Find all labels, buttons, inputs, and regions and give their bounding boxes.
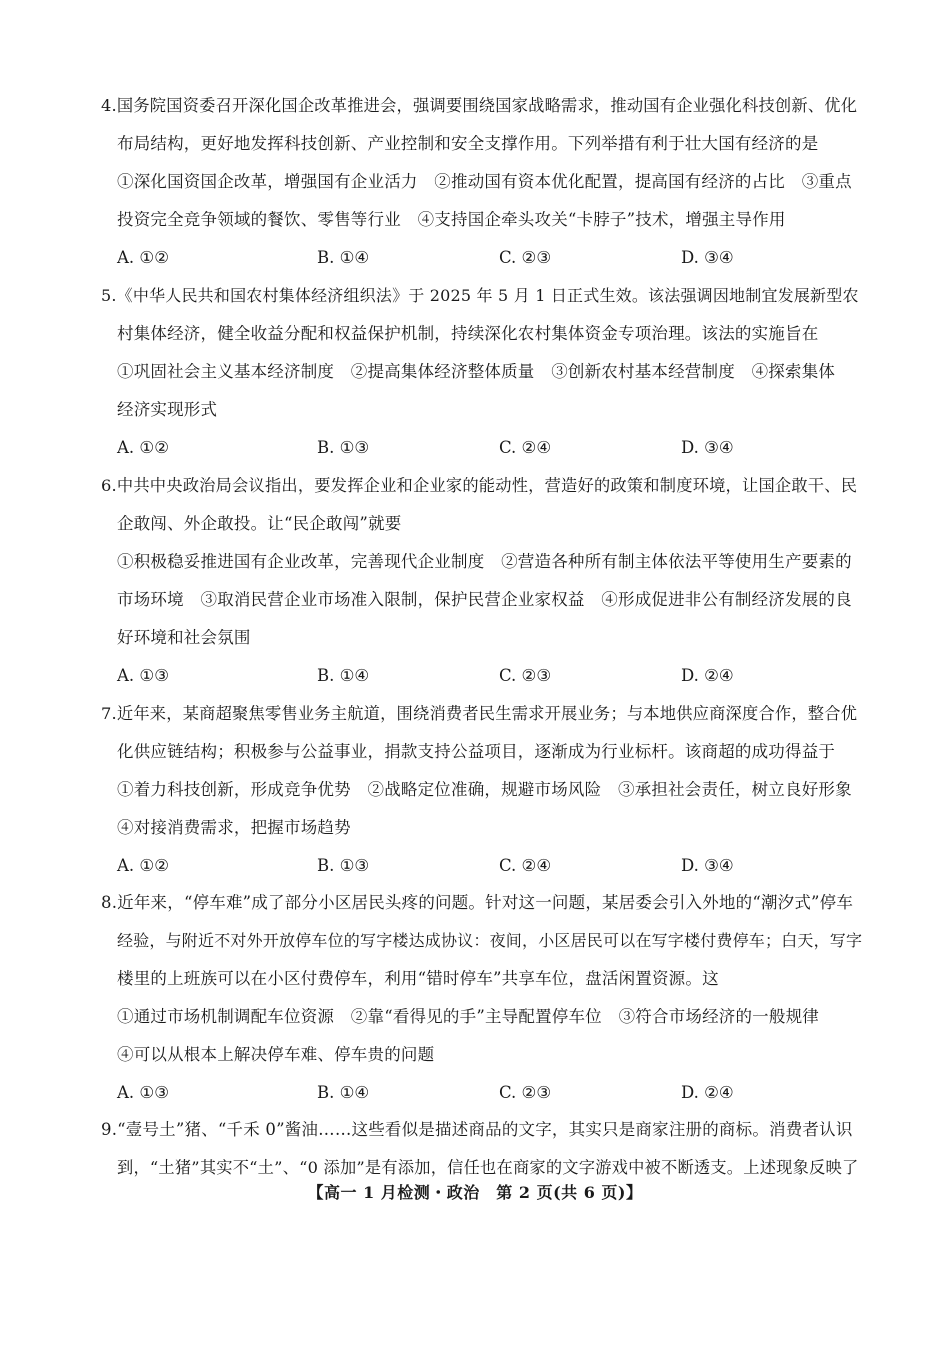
question-9-stem-line: 9.“壹号土”猪、“千禾 0”酱油……这些看似是描述商品的文字，其实只是商家注册的商标。消费者认识 xyxy=(101,1120,853,1139)
question-5 xyxy=(101,277,861,467)
question-8-stem-line: 经验，与附近不对外开放停车位的写字楼达成协议：夜间，小区居民可以在写字楼付费停车；白天，写字 xyxy=(117,931,863,950)
question-7 xyxy=(101,695,861,885)
question-6-stem-line: 6.中共中央政治局会议指出，要发挥企业和企业家的能动性，营造好的政策和制度环境，让国企敢干、民 xyxy=(101,476,858,495)
question-8-statements-line: ④可以从根本上解决停车难、停车贵的问题 xyxy=(117,1045,435,1064)
question-6-statements-line: ①积极稳妥推进国有企业改革，完善现代企业制度 ②营造各种所有制主体依法平等使用生产要素的 xyxy=(117,552,852,571)
option-a: A. ①③ xyxy=(117,666,169,685)
option-b: B. ①④ xyxy=(317,666,370,685)
question-6-options xyxy=(101,657,861,695)
question-5-stem-line: 村集体经济，健全收益分配和权益保护机制，持续深化农村集体资金专项治理。该法的实施旨在 xyxy=(117,324,819,343)
option-c: C. ②③ xyxy=(499,666,552,685)
question-7-statements-line: ①着力科技创新，形成竞争优势 ②战略定位准确，规避市场风险 ③承担社会责任，树立良好形象 xyxy=(117,780,852,799)
option-c: C. ②④ xyxy=(499,438,552,457)
question-7-options xyxy=(101,847,861,885)
option-c: C. ②③ xyxy=(499,248,552,267)
option-d: D. ③④ xyxy=(681,438,734,457)
option-c: C. ②④ xyxy=(499,856,552,875)
question-5-stem-line: 5.《中华人民共和国农村集体经济组织法》于 2025 年 5 月 1 日正式生效。该法强调因地制宜发展新型农 xyxy=(101,286,859,305)
question-5-statements-line: 经济实现形式 xyxy=(117,400,218,419)
question-5-options xyxy=(101,429,861,467)
question-4-options xyxy=(101,239,861,277)
question-9-stem-line: 到，“土猪”其实不“土”、“0 添加”是有添加，信任也在商家的文字游戏中被不断透支。上述现象反映了 xyxy=(117,1158,859,1177)
question-8-statements-line: ①通过市场机制调配车位资源 ②靠“看得见的手”主导配置停车位 ③符合市场经济的一般规律 xyxy=(117,1007,819,1026)
question-6-statements-line: 好环境和社会氛围 xyxy=(117,628,251,647)
question-7-statements-line: ④对接消费需求，把握市场趋势 xyxy=(117,818,351,837)
question-9 xyxy=(101,1111,861,1187)
question-8 xyxy=(101,884,861,1112)
option-d: D. ③④ xyxy=(681,856,734,875)
question-6 xyxy=(101,467,861,695)
page-footer: 【高一 1 月检测・政治 第 2 页(共 6 页)】 xyxy=(307,1183,643,1202)
question-4-statements-line: 投资完全竞争领域的餐饮、零售等行业 ④支持国企牵头攻关“卡脖子”技术，增强主导作用 xyxy=(117,210,786,229)
question-4-statements-line: ①深化国资国企改革，增强国有企业活力 ②推动国有资本优化配置，提高国有经济的占比 ③重点 xyxy=(117,172,852,191)
question-4 xyxy=(101,87,861,277)
option-a: A. ①② xyxy=(117,438,169,457)
question-8-options xyxy=(101,1074,861,1112)
option-d: D. ③④ xyxy=(681,248,734,267)
question-7-stem-line: 7.近年来，某商超聚焦零售业务主航道，围绕消费者民生需求开展业务；与本地供应商深度合作，整合优 xyxy=(101,704,858,723)
question-4-stem-line: 布局结构，更好地发挥科技创新、产业控制和安全支撑作用。下列举措有利于壮大国有经济的是 xyxy=(117,134,819,153)
question-8-stem-line: 楼里的上班族可以在小区付费停车，利用“错时停车”共享车位，盘活闲置资源。这 xyxy=(117,969,719,988)
question-7-stem-line: 化供应链结构；积极参与公益事业，捐款支持公益项目，逐渐成为行业标杆。该商超的成功得益于 xyxy=(117,742,836,761)
option-a: A. ①② xyxy=(117,248,169,267)
option-b: B. ①④ xyxy=(317,1083,370,1102)
question-6-stem-line: 企敢闯、外企敢投。让“民企敢闯”就要 xyxy=(117,514,402,533)
question-5-statements-line: ①巩固社会主义基本经济制度 ②提高集体经济整体质量 ③创新农村基本经营制度 ④探索集体 xyxy=(117,362,836,381)
option-b: B. ①④ xyxy=(317,248,370,267)
option-d: D. ②④ xyxy=(681,666,734,685)
option-b: B. ①③ xyxy=(317,856,370,875)
question-8-stem-line: 8.近年来，“停车难”成了部分小区居民头疼的问题。针对这一问题，某居委会引入外地的“潮汐式”停车 xyxy=(101,893,854,912)
question-4-stem-line: 4.国务院国资委召开深化国企改革推进会，强调要围绕国家战略需求，推动国有企业强化科技创新、优化 xyxy=(101,96,858,115)
option-a: A. ①② xyxy=(117,856,169,875)
option-c: C. ②③ xyxy=(499,1083,552,1102)
option-d: D. ②④ xyxy=(681,1083,734,1102)
question-6-statements-line: 市场环境 ③取消民营企业市场准入限制，保护民营企业家权益 ④形成促进非公有制经济发展的良 xyxy=(117,590,852,609)
option-a: A. ①③ xyxy=(117,1083,169,1102)
option-b: B. ①③ xyxy=(317,438,370,457)
